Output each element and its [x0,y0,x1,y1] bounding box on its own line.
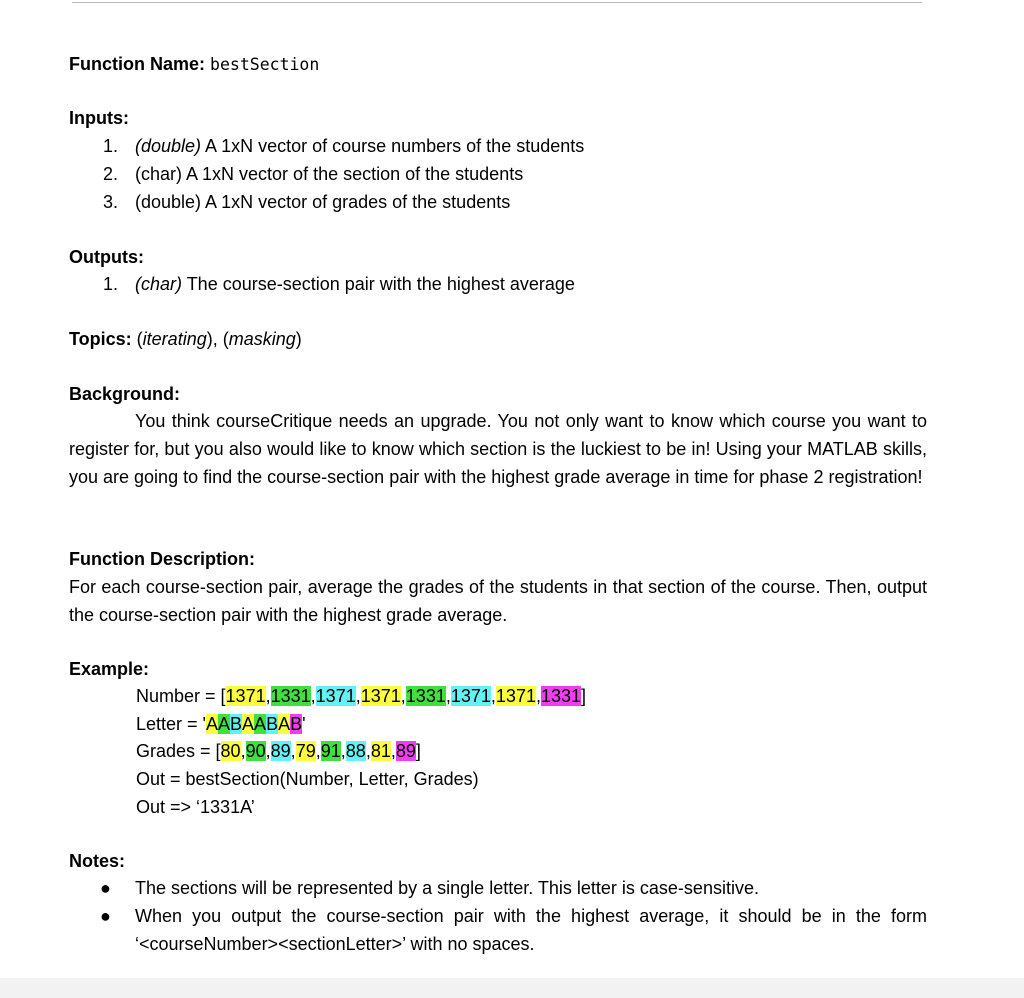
example-grades: 80,90,89,79,91,88,81,89 [220,741,416,761]
example-number-token-2: 1331 [270,686,311,706]
example-number-line: Number = [1371,1331,1371,1371,1331,1371,1371,1331] [136,686,587,706]
example-grade-token-7: 81 [370,741,391,761]
example-grades-line: Grades = [80,90,89,79,91,88,81,89] [136,741,421,761]
output-item-1-text: The course-section pair with the highest average [182,274,575,294]
input-item-3-number: 3. [103,192,119,212]
example-number-token-1: 1371 [225,686,266,706]
example-letter-token-2: A [218,714,231,734]
example-letter-token-7: A [278,714,291,734]
example-number-prefix: Number = [ [136,686,226,706]
input-item-2-number: 2. [103,164,119,184]
input-item-1-text-wrap [135,135,584,157]
input-item-2-text: (char) A 1xN vector of the section of the students [135,164,524,184]
note-item-1: The sections will be represented by a single letter. This letter is case-sensitive. [135,878,759,898]
example-number-token-8: 1331 [540,686,582,706]
background-heading: Background: [69,384,181,404]
input-item-1-number: 1. [103,136,119,156]
topic-iterating: iterating [142,329,207,349]
example-number-token-5: 1331 [405,686,446,706]
topics-label: Topics: [69,329,132,349]
outputs-heading: Outputs: [69,247,144,267]
example-grade-token-5: 91 [320,741,341,761]
example-grades-prefix: Grades = [ [136,741,221,761]
example-heading: Example: [69,659,150,679]
function-name-line [69,53,319,76]
topic-masking: masking [228,329,296,349]
example-grade-token-3: 89 [270,741,291,761]
example-number-token-3: 1371 [315,686,356,706]
example-letter-token-5: A [254,714,267,734]
example-letter-token-3: B [230,714,243,734]
description-paragraph: For each course-section pair, average the grades of the students in that section of the course. Then, output the course-section pair with the highest grade average. [69,577,927,625]
example-grade-token-2: 90 [245,741,266,761]
topics-line: Topics: (iterating), (masking) [69,329,302,349]
inputs-heading: Inputs: [69,108,129,128]
notes-heading: Notes: [69,851,126,871]
example-letter-token-1: A [205,714,218,734]
example-letter-token-8: B [290,714,303,734]
example-numbers: 1371,1331,1371,1371,1331,1371,1371,1331 [225,686,582,706]
example-letters [206,714,302,734]
example-grade-token-6: 88 [345,741,366,761]
background-paragraph: You think courseCritique needs an upgrade. You not only want to know which course you want to register for, but you also would like to know which section is the luckiest to be in! Using your MATLAB skills, you are going to find the course-section pair with the highest grade average in time for phase 2 registration! [69,411,927,487]
output-item-1-text-wrap [135,273,575,295]
example-grade-token-4: 79 [295,741,316,761]
example-grade-token-8: 89 [395,741,416,761]
note-bullet-2: ● [100,906,111,926]
function-name-value: bestSection [210,55,320,74]
function-name-label: Function Name: [69,54,206,74]
bottom-band [0,978,1024,998]
example-number-token-6: 1371 [450,686,491,706]
top-divider [72,2,922,3]
note-bullet-1: ● [100,878,111,898]
example-grade-token-1: 80 [220,741,241,761]
example-letter-token-4: A [242,714,255,734]
output-item-1-type: (char) [135,274,183,294]
output-item-1-number: 1. [103,274,119,294]
example-output-line: Out => ‘1331A’ [136,797,255,817]
example-letter-token-6: B [266,714,279,734]
input-item-3-text: (double) A 1xN vector of grades of the students [135,192,511,212]
example-call-line: Out = bestSection(Number, Letter, Grades) [136,769,479,789]
input-item-1-type: (double) [135,136,202,156]
example-letter-line: Letter = 'AABAABAB' [136,714,306,734]
example-letter-prefix: Letter = ' [136,714,206,734]
note-item-2: When you output the course-section pair with the highest average, it should be in the form ‘<courseNumber><sectionLetter>’ with no spaces. [135,906,927,954]
description-heading: Function Description: [69,549,255,569]
example-number-token-4: 1371 [360,686,401,706]
example-number-token-7: 1371 [495,686,536,706]
input-item-1-text: A 1xN vector of course numbers of the students [201,136,585,156]
